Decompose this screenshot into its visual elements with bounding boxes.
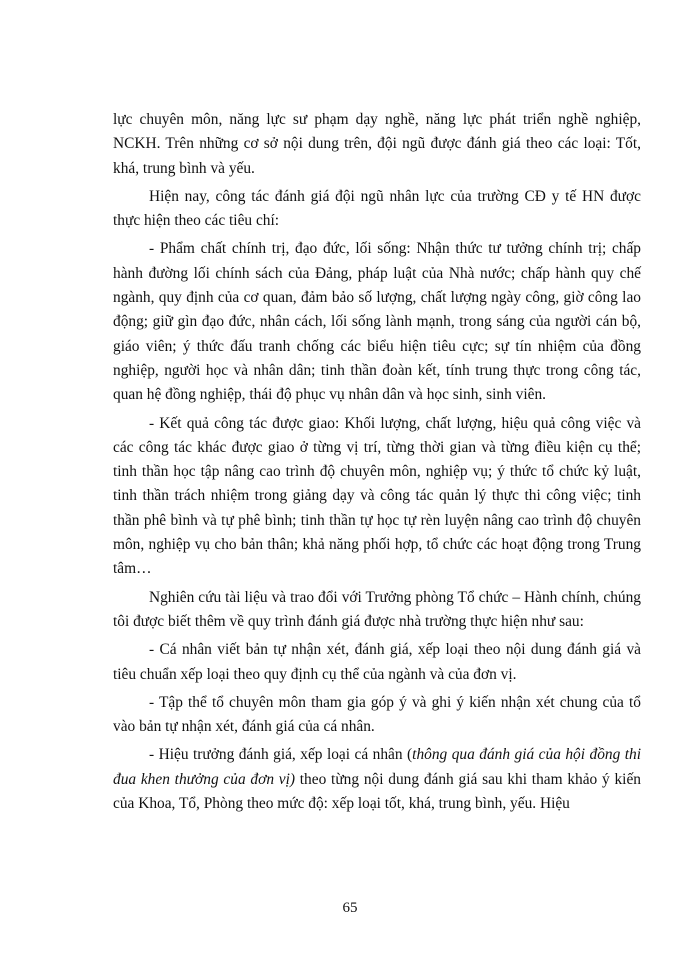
principal-evaluation-text-end: theo từng nội dung đánh giá sau khi tham khảo ý kiến của Khoa, Tổ, Phòng theo mức độ: xếp loại tốt, khá, trung bình, yếu. Hiệu [113, 770, 641, 813]
paragraph-work-results: - Kết quả công tác được giao: Khối lượng, chất lượng, hiệu quả công việc và các công tác khác được giao ở từng vị trí, từng thời gian và từng điều kiện cụ thể; tinh thần học tập nâng cao trình độ chuyên môn, nghiệp vụ; ý thức tổ chức kỷ luật, tinh thần trách nhiệm trong giảng dạy và công tác quản lý thực thi công việc; tinh thần phê bình và tự phê bình; tinh thần tự học tự rèn luyện nâng cao trình độ chuyên môn, nghiệp vụ cho bản thân; khả năng phối hợp, tổ chức các hoạt động trong Trung tâm… [113, 414, 641, 578]
paragraph-political-ethics: - Phẩm chất chính trị, đạo đức, lối sống: Nhận thức tư tưởng chính trị; chấp hành đường lối chính sách của Đảng, pháp luật của Nhà nước; chấp hành quy chế ngành, quy định của cơ quan, đảm bảo số lượng, chất lượng ngày công, giờ công lao động; giữ gìn đạo đức, nhân cách, lối sống lành mạnh, trong sáng của người cán bộ, giáo viên; ý thức đấu tranh chống các biểu hiện tiêu cực; sự tín nhiệm của đồng nghiệp, người học và nhân dân; tinh thần đoàn kết, tính trung thực trong công tác, quan hệ đồng nghiệp, thái độ phục vụ nhân dân và học sinh, sinh viên. [113, 240, 641, 404]
paragraph-criteria-intro-continuation: lực chuyên môn, năng lực sư phạm dạy nghề, năng lực phát triển nghề nghiệp, NCKH. Trên những cơ sở nội dung trên, đội ngũ được đánh giá theo các loại: Tốt, khá, trung bình và yếu. [113, 111, 641, 177]
paragraph-evaluation-criteria: Hiện nay, công tác đánh giá đội ngũ nhân lực của trường CĐ y tế HN được thực hiện theo các tiêu chí: [113, 187, 641, 230]
document-body [113, 108, 641, 816]
principal-evaluation-text-start: - Hiệu trưởng đánh giá, xếp loại cá nhân ( [149, 746, 413, 764]
paragraph-self-assessment: - Cá nhân viết bản tự nhận xét, đánh giá, xếp loại theo nội dung đánh giá và tiêu chuẩn xếp loại theo quy định cụ thể của ngành và của đơn vị. [113, 641, 641, 683]
paragraph-group-review: - Tập thể tổ chuyên môn tham gia góp ý và ghi ý kiến nhận xét chung của tổ vào bản tự nhận xét, đánh giá của cá nhân. [113, 693, 641, 736]
paragraph-principal-evaluation [113, 743, 641, 816]
page-number: 65 [342, 900, 358, 916]
paragraph-research-process: Nghiên cứu tài liệu và trao đổi với Trưởng phòng Tổ chức – Hành chính, chúng tôi được biết thêm về quy trình đánh giá được nhà trường thực hiện như sau: [113, 588, 641, 630]
principal-evaluation-italic-note: thông qua đánh giá của hội đồng thi đua khen thưởng của đơn vị) [113, 746, 642, 788]
